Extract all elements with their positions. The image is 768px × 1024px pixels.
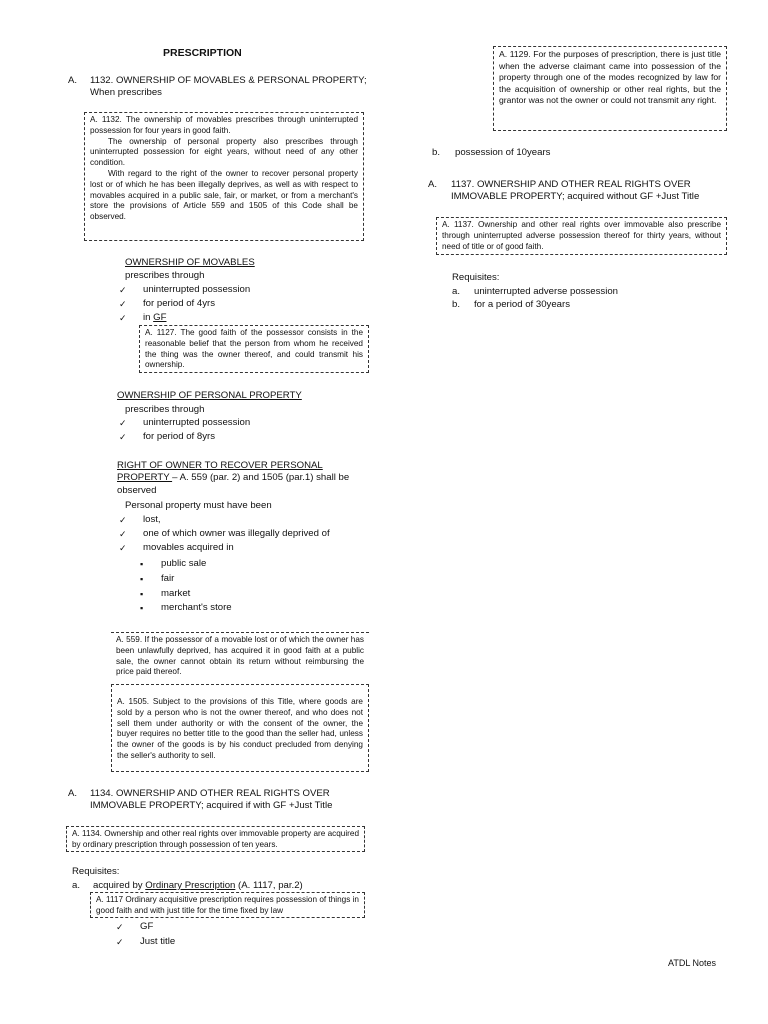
article-1505-text: A. 1505. Subject to the provisions of this Title, where goods are sold by a person who is not the owner thereof, and who does not sell them under authority or with the consent of the owner, the buyer requires no better title to the good than the seller had, unless the owner of the goods is by his conduct precluded from denying the seller's authority to sell. (117, 697, 363, 760)
movables-sub: prescribes through (125, 270, 205, 281)
place-item: ▪ public sale (161, 558, 206, 570)
right-item: ✓ lost, (143, 514, 161, 526)
article-1117-text: A. 1117 Ordinary acquisitive prescription requires possession of things in good faith and with just title for the time fixed by law (96, 895, 359, 915)
section-subheading-1132: When prescribes (90, 87, 162, 98)
section-marker: A. (68, 75, 78, 86)
article-1134-box (66, 826, 365, 852)
section-subheading-1134: IMMOVABLE PROPERTY; acquired if with GF +Just Title (90, 800, 333, 811)
place-item: ▪ fair (161, 573, 174, 585)
right-item: ✓ movables acquired in (143, 542, 234, 554)
item-marker: b. (432, 147, 441, 158)
right-heading-line3: observed (117, 485, 157, 496)
article-1505-box (111, 684, 369, 772)
section-heading-1134: 1134. OWNERSHIP AND OTHER REAL RIGHTS OVER (90, 788, 330, 799)
section-heading-1132: 1132. OWNERSHIP OF MOVABLES & PERSONAL PROPERTY; (90, 75, 367, 86)
requisite-a-underlined: Ordinary Prescription (145, 880, 236, 891)
place-item: ▪ market (161, 588, 190, 600)
requisite-a-rest: (A. 1117, par.2) (235, 880, 303, 891)
article-1132-p3: With regard to the right of the owner to recover personal property lost or of which he has been illegally deprives, as well as with respect to movables acquired in a public sale, fair, or market, or from a merchant's store the provisions of Article 559 and 1505 of this Code shall be observed. (90, 168, 358, 222)
personal-heading: OWNERSHIP OF PERSONAL PROPERTY (117, 390, 302, 401)
requisite-a-prefix: acquired by (93, 880, 146, 891)
right-item: ✓ one of which owner was illegally deprived of (143, 528, 330, 540)
right-heading-line2 (117, 472, 349, 484)
possession-10years: possession of 10years (455, 147, 551, 158)
right-heading-underlined: PROPERTY (117, 472, 173, 483)
movables-item3-prefix: in (143, 312, 154, 323)
requisites-label: Requisites: (452, 272, 500, 283)
movables-item (143, 312, 166, 324)
article-1127-text: A. 1127. The good faith of the possessor consists in the reasonable belief that the person from whom he received the thing was the owner thereof, and could transmit his ownership. (145, 328, 363, 370)
article-1134-text: A. 1134. Ownership and other real rights over immovable property are acquired by ordinary prescription through possession of ten years. (72, 829, 359, 849)
requisite-marker: b. (452, 299, 461, 310)
movables-heading: OWNERSHIP OF MOVABLES (125, 257, 255, 268)
article-1127-box (139, 325, 369, 373)
article-1129-text: A. 1129. For the purposes of prescription, there is just title when the adverse claimant came into possession of the property through one of the modes recognized by law for the acquisition of ownership or other real rights, but the grantor was not the owner or could not transmit any right. (499, 49, 721, 105)
place-item: ▪ merchant's store (161, 602, 232, 614)
right-heading-rest: – A. 559 (par. 2) and 1505 (par.1) shall be (172, 472, 350, 483)
footer-notes: ATDL Notes (668, 958, 717, 968)
article-1137-text: A. 1137. Ownership and other real rights over immovable also prescribe through uninterrupted adverse possession thereof for thirty years, without need of title or of good faith. (442, 220, 721, 251)
requisite-marker: a. (72, 880, 81, 891)
personal-item: ✓ uninterrupted possession (143, 417, 250, 429)
page-title: PRESCRIPTION (163, 47, 242, 59)
article-1117-box (90, 892, 365, 918)
requisite-item: for a period of 30years (474, 299, 570, 310)
section-marker: A. (428, 179, 438, 190)
article-559-text: A. 559. If the possessor of a movable lost or of which the owner has been unlawfully deprived, has acquired it in good faith at a public sale, the owner cannot obtain its return without reimbursing the price paid thereof. (116, 635, 364, 677)
requisite-a (93, 880, 303, 892)
article-1137-box (436, 217, 727, 255)
requisite-marker: a. (452, 286, 461, 297)
right-heading-line1: RIGHT OF OWNER TO RECOVER PERSONAL (117, 460, 323, 471)
personal-sub: prescribes through (125, 404, 205, 415)
requisites-label: Requisites: (72, 866, 120, 877)
requisite-item: ✓ GF (140, 921, 153, 933)
movables-item: ✓ uninterrupted possession (143, 284, 250, 296)
article-1132-p2: The ownership of personal property also prescribes through uninterrupted possession for eight years, without need of any other condition. (90, 136, 358, 168)
requisite-item: ✓ Just title (140, 936, 175, 948)
section-marker: A. (68, 788, 78, 799)
movables-item3-gf: GF (153, 312, 167, 323)
article-1129-box (493, 46, 727, 131)
article-559-box (111, 632, 369, 684)
requisite-item: uninterrupted adverse possession (474, 286, 618, 297)
right-sub: Personal property must have been (125, 500, 272, 511)
article-1132-p1: A. 1132. The ownership of movables prescribes through uninterrupted possession for four years in good faith. (90, 115, 358, 135)
section-subheading-1137: IMMOVABLE PROPERTY; acquired without GF +Just Title (451, 191, 700, 202)
section-heading-1137: 1137. OWNERSHIP AND OTHER REAL RIGHTS OVER (451, 179, 691, 190)
movables-item: ✓ for period of 4yrs (143, 298, 215, 310)
personal-item: ✓ for period of 8yrs (143, 431, 215, 443)
article-1132-box (84, 112, 364, 241)
